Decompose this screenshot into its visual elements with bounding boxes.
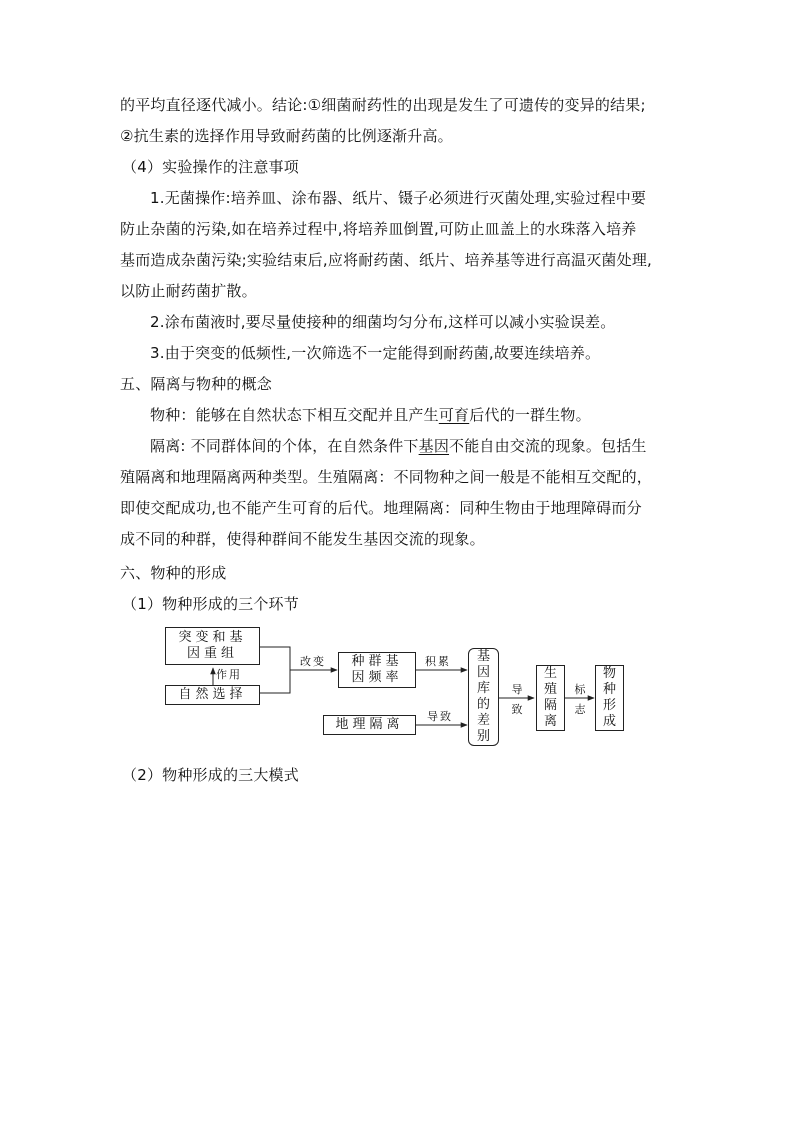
item-1-line-1: 1.无菌操作:培养皿、涂布器、纸片、镊子必须进行灭菌处理,实验过程中要 bbox=[150, 189, 647, 207]
mutation-line-2: 因重组 bbox=[186, 646, 238, 661]
mark-char: 志 bbox=[574, 703, 586, 716]
lead-char: 致 bbox=[511, 703, 523, 716]
repro-char: 殖 bbox=[543, 682, 557, 697]
isolation-pre: 隔离: 不同群体间的个体，在自然条件下 bbox=[150, 437, 419, 455]
isolation-line-1 bbox=[150, 436, 647, 456]
species-pre: 物种：能够在自然状态下相互交配并且产生 bbox=[150, 406, 439, 424]
freq-line-1: 种群基 bbox=[351, 654, 403, 669]
isolation-line-4: 成不同的种群，使得种群间不能发生基因交流的现象。 bbox=[120, 530, 485, 548]
species-char: 成 bbox=[602, 714, 616, 729]
isolation-post: 不能自由交流的现象。包括生 bbox=[449, 437, 647, 455]
section-6-heading: 六、物种的形成 bbox=[120, 564, 227, 582]
conclusion-line-1: 的平均直径逐代减小。结论:①细菌耐药性的出现是发生了可遗传的变异的结果; bbox=[120, 96, 646, 114]
isolation-line-2: 殖隔离和地理隔离两种类型。生殖隔离：不同物种之间一般是不能相互交配的， bbox=[120, 468, 653, 486]
reproductive-isolation-box bbox=[536, 665, 565, 731]
subsection-2-heading: （2）物种形成的三大模式 bbox=[122, 766, 299, 784]
conclusion-line-2: ②抗生素的选择作用导致耐药菌的比例逐渐升高。 bbox=[120, 127, 453, 145]
item-1-line-3: 基而造成杂菌污染;实验结束后,应将耐药菌、纸片、培养基等进行高温灭菌处理, bbox=[120, 251, 652, 269]
effect-label: 作用 bbox=[216, 668, 242, 681]
mutation-recombination-box bbox=[165, 627, 260, 665]
bracket-line bbox=[260, 647, 290, 693]
gene-pool-char: 库 bbox=[476, 681, 490, 696]
gene-pool-difference-box bbox=[468, 648, 499, 746]
lead-label: 导致 bbox=[427, 710, 453, 723]
item-1-line-2: 防止杂菌的污染,如在培养过程中,将培养皿倒置,可防止皿盖上的水珠落入培养 bbox=[120, 220, 637, 238]
gene-pool-char: 别 bbox=[476, 729, 490, 744]
item-2: 2.涂布菌液时,要尽量使接种的细菌均匀分布,这样可以减小实验误差。 bbox=[150, 313, 616, 331]
species-definition bbox=[150, 405, 591, 425]
geo-isolation-box: 地理隔离 bbox=[323, 715, 416, 735]
species-underlined: 可育 bbox=[438, 406, 470, 424]
species-char: 形 bbox=[602, 698, 616, 713]
repro-char: 隔 bbox=[543, 698, 557, 713]
subsection-1-heading: （1）物种形成的三个环节 bbox=[122, 595, 299, 613]
mark-vertical-label bbox=[573, 682, 587, 718]
species-char: 种 bbox=[602, 682, 616, 697]
lead-vertical-label bbox=[510, 682, 524, 718]
lead-char: 导 bbox=[511, 683, 523, 696]
repro-char: 生 bbox=[543, 666, 557, 681]
item-3: 3.由于突变的低频性,一次筛选不一定能得到耐药菌,故要连续培养。 bbox=[150, 344, 601, 362]
gene-frequency-box bbox=[338, 652, 416, 688]
section-4-heading: （4）实验操作的注意事项 bbox=[122, 158, 299, 176]
accumulate-label: 积累 bbox=[425, 655, 451, 668]
isolation-underlined: 基因 bbox=[418, 437, 450, 455]
species-char: 物 bbox=[602, 666, 616, 681]
mark-char: 标 bbox=[574, 683, 586, 696]
change-label: 改变 bbox=[300, 655, 326, 668]
gene-pool-char: 因 bbox=[476, 665, 490, 680]
mutation-line-1: 突变和基 bbox=[178, 630, 247, 645]
gene-pool-char: 基 bbox=[476, 649, 490, 664]
gene-pool-char: 的 bbox=[476, 697, 490, 712]
gene-pool-char: 差 bbox=[476, 713, 490, 728]
species-formed-box bbox=[595, 665, 624, 731]
section-5-heading: 五、隔离与物种的概念 bbox=[120, 375, 273, 393]
item-1-line-4: 以防止耐药菌扩散。 bbox=[120, 282, 257, 300]
natural-selection-box: 自然选择 bbox=[165, 685, 260, 705]
freq-line-2: 因频率 bbox=[351, 670, 403, 685]
species-post: 后代的一群生物。 bbox=[469, 406, 591, 424]
isolation-line-3: 即使交配成功,也不能产生可育的后代。地理隔离：同种生物由于地理障碍而分 bbox=[120, 499, 642, 517]
repro-char: 离 bbox=[543, 714, 557, 729]
